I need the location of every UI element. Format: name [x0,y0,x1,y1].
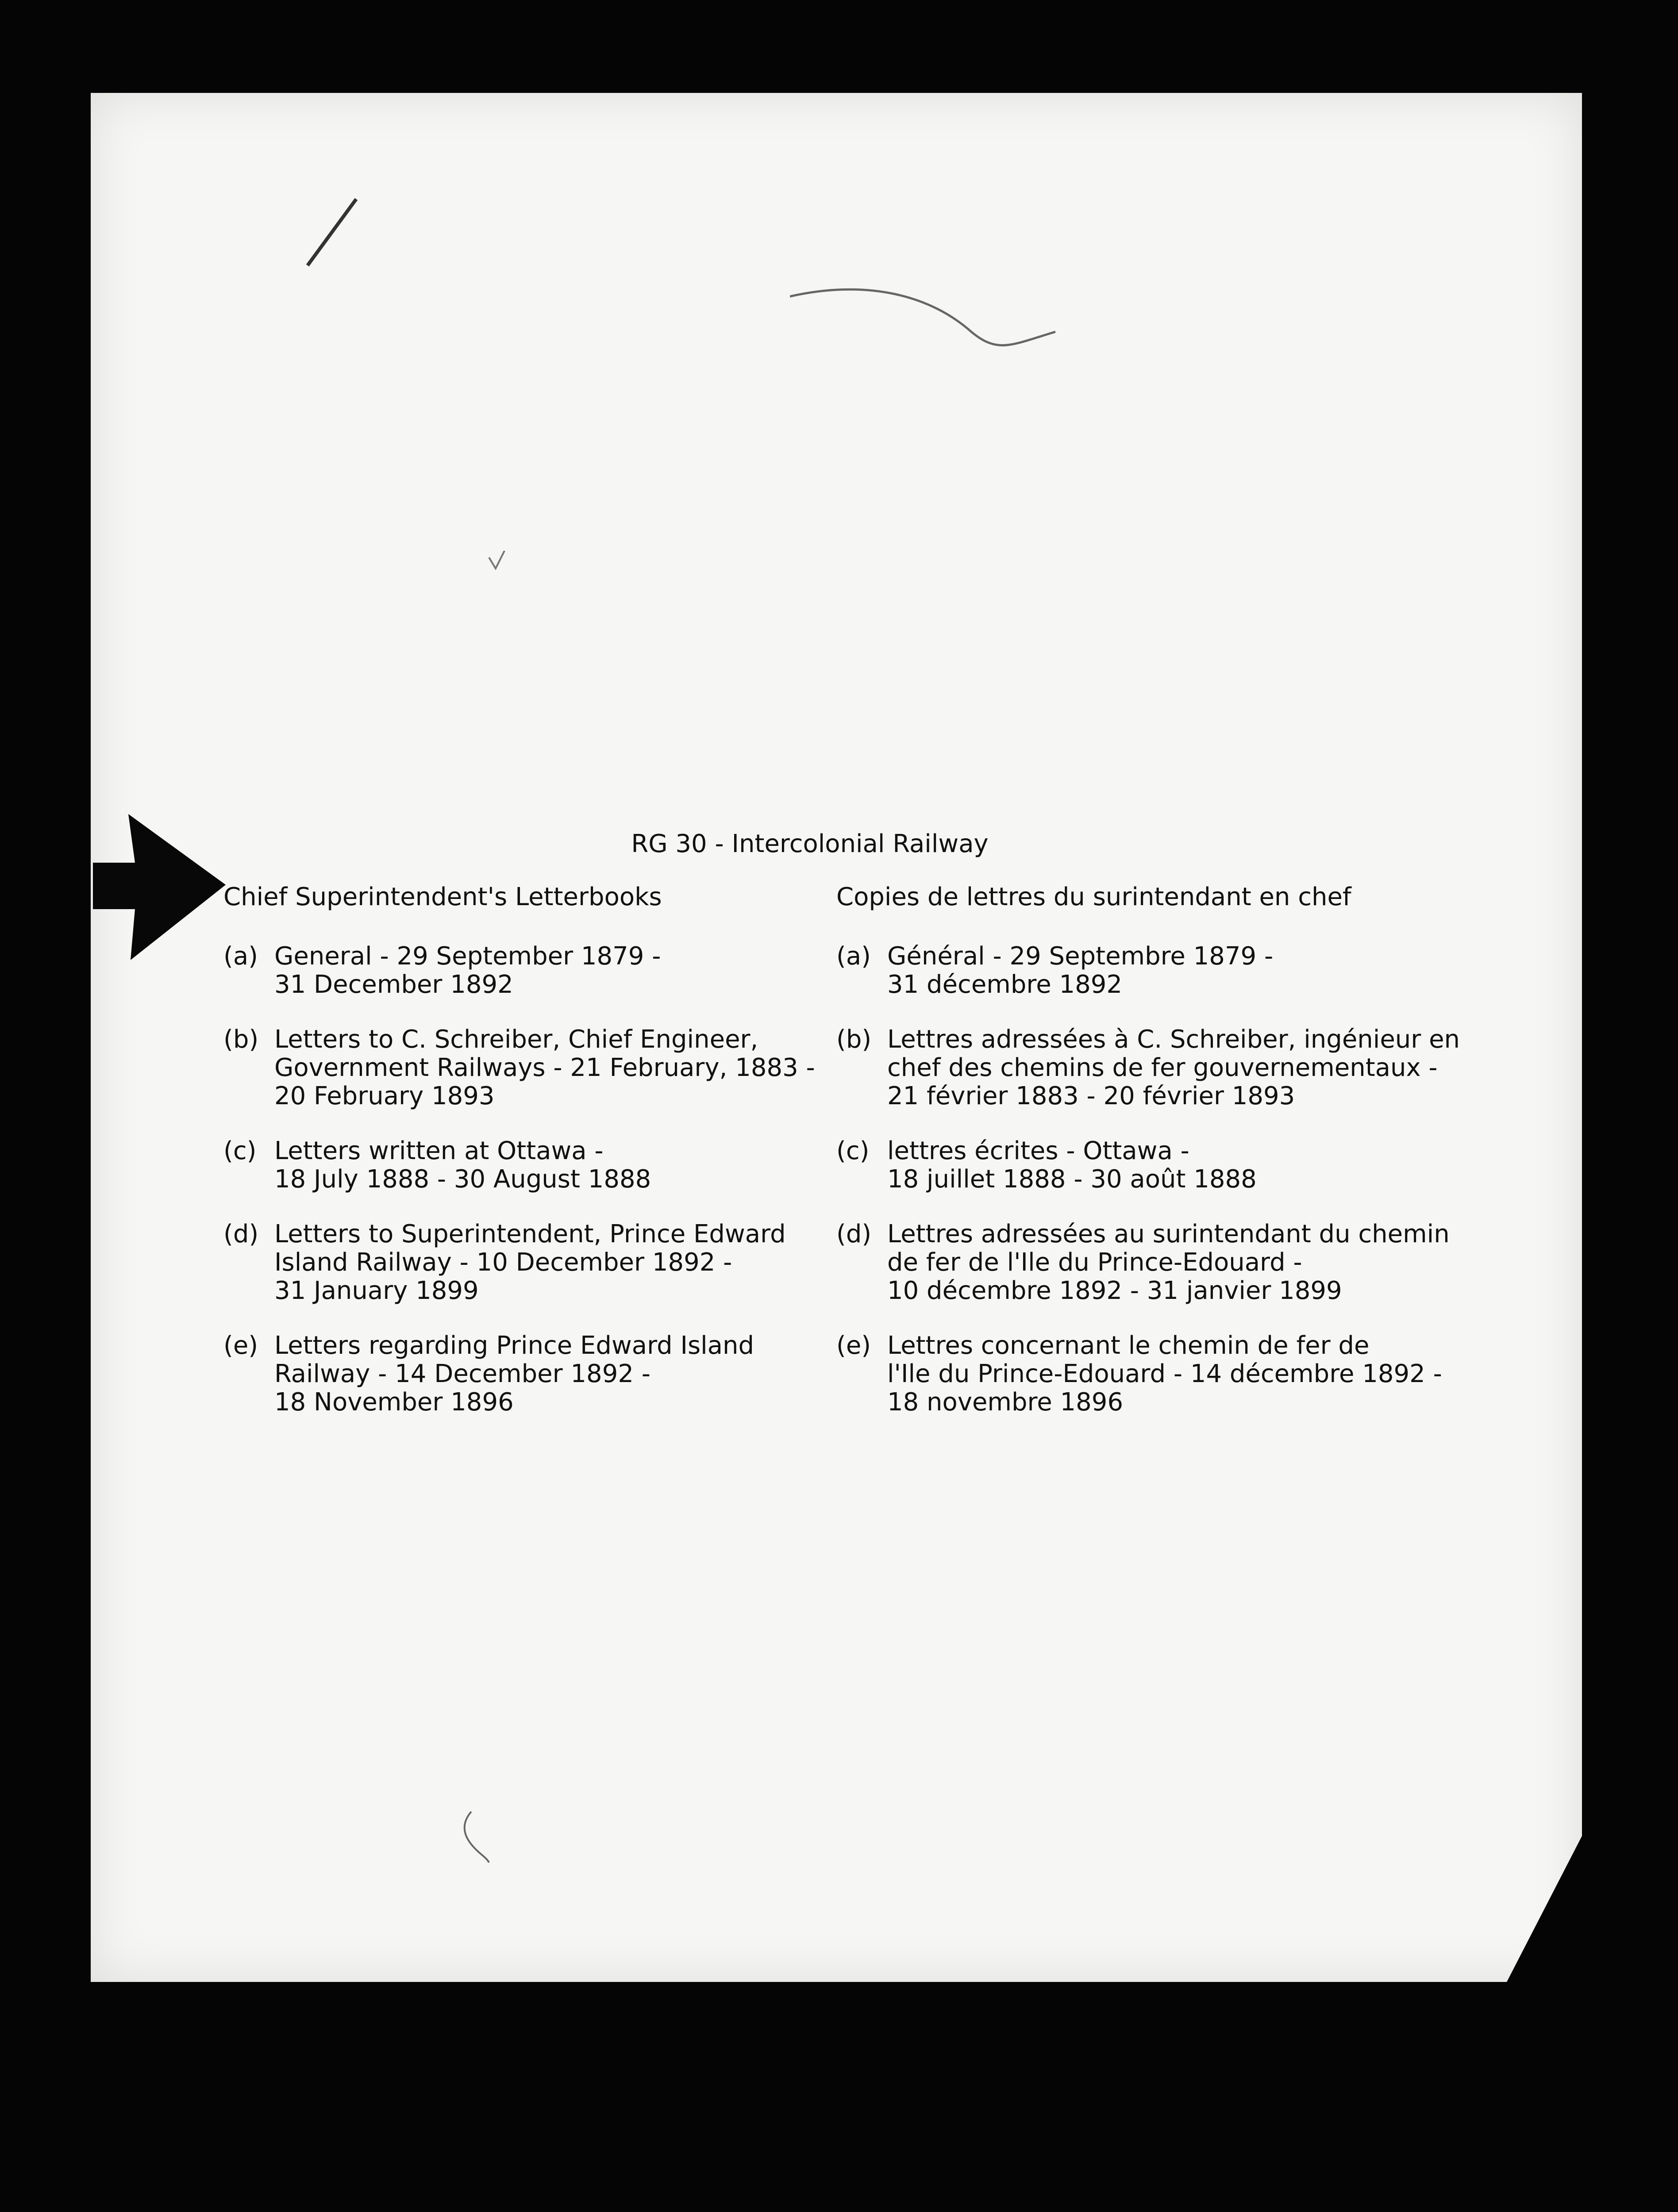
item-text: Lettres adressées au surintendant du chemin de fer de l'Ile du Prince-Edouard - 10 décembre 1892 - 31 janvier 1899 [887,1220,1450,1305]
item-text: Letters to C. Schreiber, Chief Engineer, Government Railways - 21 February, 1883 - 20 February 1893 [274,1025,815,1110]
list-item [223,1137,914,1194]
item-letter: (d) [223,1220,259,1248]
french-column [836,883,1566,1443]
list-item [223,1332,914,1417]
item-letter: (e) [836,1331,871,1360]
list-item [836,1137,1566,1194]
list-item [836,1332,1566,1417]
item-letter: (d) [836,1220,872,1248]
english-heading: Chief Superintendent's Letterbooks [223,883,662,911]
item-text: Général - 29 Septembre 1879 - 31 décembre 1892 [887,942,1274,999]
item-letter: (b) [223,1025,259,1054]
item-text: Letters to Superintendent, Prince Edward Island Railway - 10 December 1892 - 31 January 1899 [274,1220,786,1305]
item-letter: (a) [223,942,258,971]
item-text: lettres écrites - Ottawa - 18 juillet 1888 - 30 août 1888 [887,1137,1257,1194]
list-item [836,1025,1566,1110]
list-item [223,942,914,999]
item-letter: (c) [836,1137,870,1165]
list-item [836,1220,1566,1305]
torn-corner [1507,1836,1582,1982]
arrow-pointer-icon [93,814,226,960]
french-heading: Copies de lettres du surintendant en chef [836,883,1351,911]
pencil-mark [485,549,511,575]
item-letter: (e) [223,1331,258,1360]
item-text: Letters regarding Prince Edward Island Railway - 14 December 1892 - 18 November 1896 [274,1331,754,1417]
item-text: Lettres adressées à C. Schreiber, ingénieur en chef des chemins de fer gouvernementaux - 21 février 1883 - 20 février 1893 [887,1025,1460,1110]
item-letter: (b) [836,1025,872,1054]
document-title: RG 30 - Intercolonial Railway [631,830,989,858]
list-item [223,1220,914,1305]
item-text: Lettres concernant le chemin de fer de l'Ile du Prince-Edouard - 14 décembre 1892 - 18 novembre 1896 [887,1331,1442,1417]
list-item [836,942,1566,999]
item-letter: (c) [223,1137,257,1165]
document-page [91,93,1582,1982]
item-text: Letters written at Ottawa - 18 July 1888 - 30 August 1888 [274,1137,651,1194]
english-column [223,883,914,1443]
list-item [223,1025,914,1110]
pencil-mark [299,195,361,274]
item-letter: (a) [836,942,871,971]
pencil-mark [458,1809,493,1867]
item-text: General - 29 September 1879 - 31 December 1892 [274,942,661,999]
pencil-mark [790,279,1064,376]
